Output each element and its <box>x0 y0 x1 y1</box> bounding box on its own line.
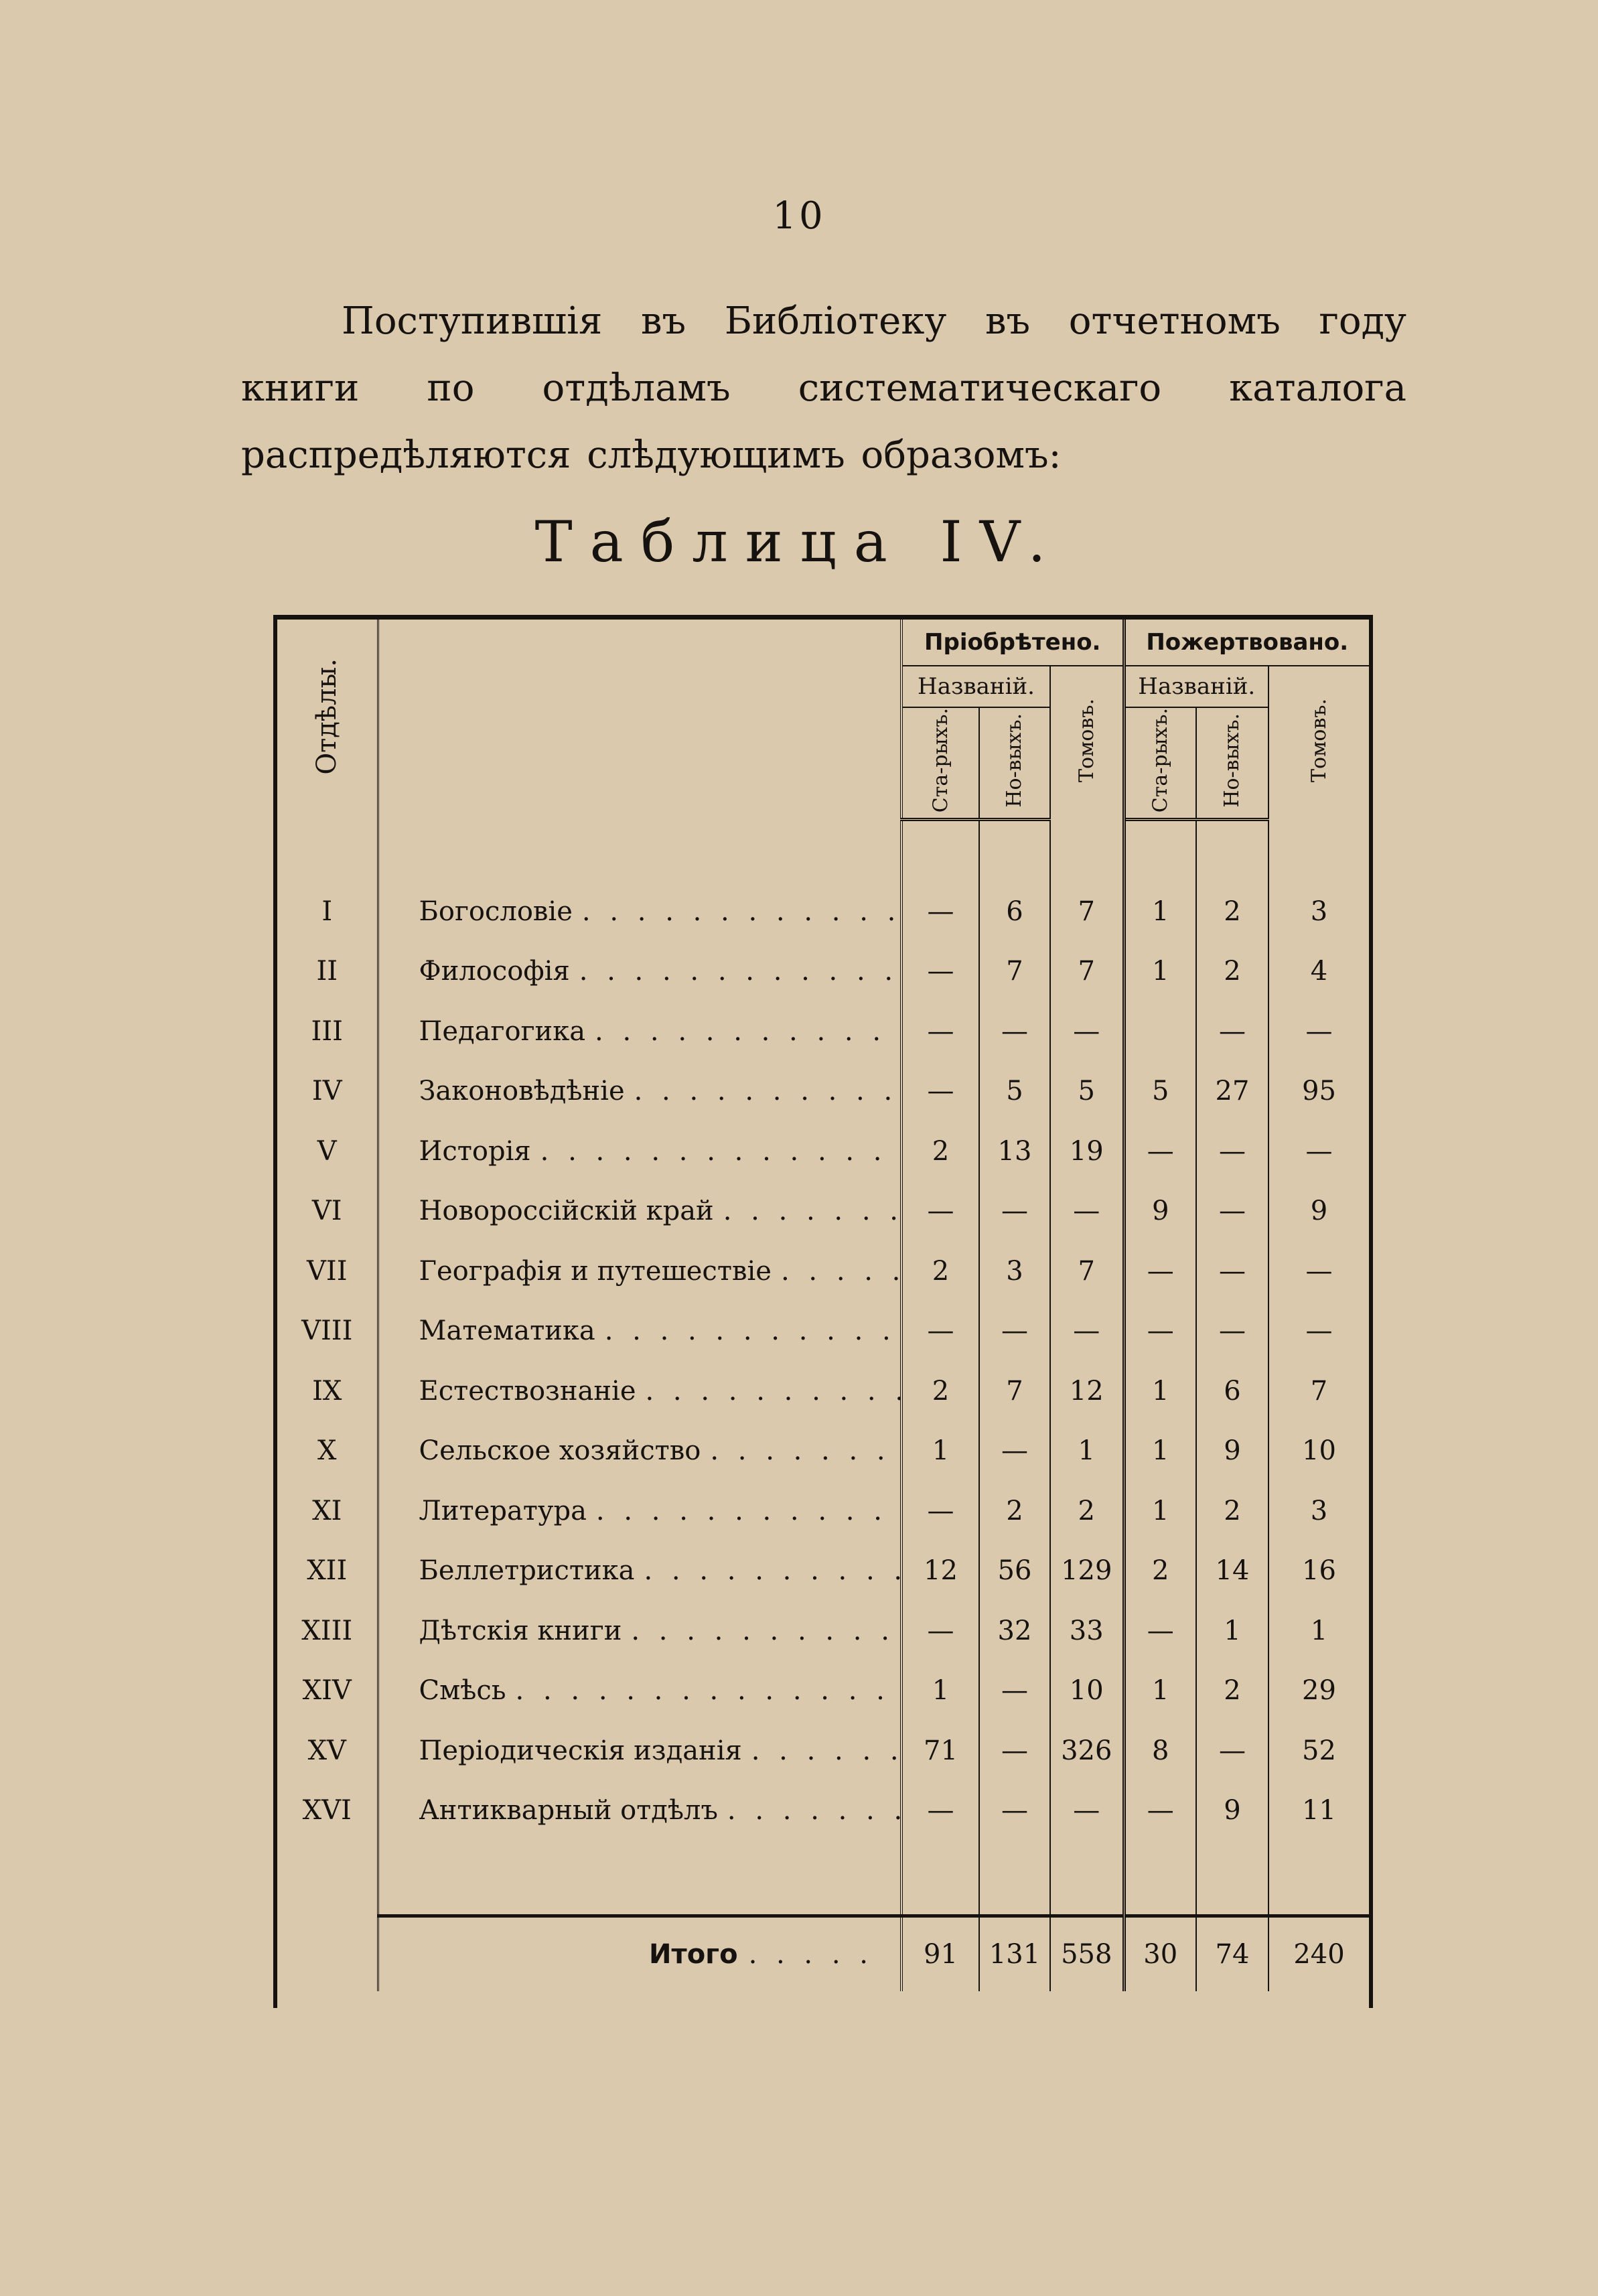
cell-d-old: 1 <box>1152 895 1169 927</box>
cell-d-new: — <box>1196 1001 1268 1062</box>
cell-d-vol: 9 <box>1268 1181 1369 1242</box>
dept-name-text: Новороссійскій край <box>419 1196 714 1227</box>
cell-d-new: — <box>1196 1181 1268 1242</box>
cell-a-vol: — <box>1050 1181 1124 1242</box>
total-a-old: 91 <box>901 1916 979 1992</box>
cell-d-new: — <box>1196 1121 1268 1181</box>
cell-d-vol: 11 <box>1268 1781 1369 1841</box>
cell-a-new: — <box>979 1721 1050 1781</box>
cell-d-new: — <box>1196 1721 1268 1781</box>
cell-a-vol: 7 <box>1050 1241 1124 1301</box>
cell-d-old: 5 <box>1152 1076 1169 1107</box>
total-row <box>277 1916 1369 1992</box>
cell-d-new: 9 <box>1196 1421 1268 1482</box>
table-spacer-row <box>277 820 1369 882</box>
cell-d-new: 9 <box>1196 1781 1268 1841</box>
dept-number: VII <box>277 1241 378 1301</box>
cell-a-old: — <box>927 895 954 927</box>
cell-a-vol: 10 <box>1050 1661 1124 1721</box>
cell-d-old: — <box>1147 1315 1174 1347</box>
cell-d-new: — <box>1196 1241 1268 1301</box>
dept-name <box>378 1661 901 1721</box>
statistics-table <box>277 620 1369 1991</box>
cell-a-old: 12 <box>924 1555 958 1587</box>
cell-a-old: — <box>927 1076 954 1107</box>
cell-a-new: 7 <box>979 942 1050 1002</box>
cell-d-new: 1 <box>1196 1601 1268 1661</box>
cell-a-old: — <box>927 1196 954 1227</box>
table-row <box>277 1001 1369 1062</box>
dept-number: V <box>277 1121 378 1181</box>
cell-a-new: 2 <box>979 1481 1050 1541</box>
cell-d-old: 1 <box>1152 1435 1169 1467</box>
dept-name <box>378 1481 901 1541</box>
dept-name-text: Беллетристика <box>419 1555 635 1587</box>
cell-a-new: — <box>979 1661 1050 1721</box>
cell-d-new: 2 <box>1196 881 1268 942</box>
cell-a-new: 6 <box>979 881 1050 942</box>
cell-d-new: 2 <box>1196 1481 1268 1541</box>
table-row <box>277 1541 1369 1601</box>
cell-d-vol: — <box>1268 1241 1369 1301</box>
header-acquired-volumes: Томовъ. <box>1050 666 1124 820</box>
total-d-vol: 240 <box>1268 1916 1369 1992</box>
cell-d-new: 2 <box>1196 1661 1268 1721</box>
table-row <box>277 1481 1369 1541</box>
header-dept: Отдѣлы. <box>277 620 378 820</box>
cell-a-new: — <box>979 1181 1050 1242</box>
cell-a-vol: 7 <box>1050 942 1124 1002</box>
table-row <box>277 942 1369 1002</box>
table-row <box>277 1181 1369 1242</box>
table-row <box>277 1241 1369 1301</box>
cell-d-vol: 52 <box>1268 1721 1369 1781</box>
dept-name <box>378 1541 901 1601</box>
cell-d-old: — <box>1147 1795 1174 1826</box>
header-donated-new: Но-выхъ. <box>1196 707 1268 820</box>
header-donated-old: Ста-рыхъ. <box>1124 707 1196 820</box>
cell-a-new: 3 <box>979 1241 1050 1301</box>
dept-number: XIV <box>277 1661 378 1721</box>
dept-name <box>378 1241 901 1301</box>
dept-name-text: Философія <box>419 956 570 987</box>
header-donated-titles: Названій. <box>1124 666 1268 707</box>
cell-a-old: 1 <box>932 1675 950 1707</box>
cell-a-new: 56 <box>979 1541 1050 1601</box>
dept-name <box>378 881 901 942</box>
header-acquired-old: Ста-рыхъ. <box>901 707 979 820</box>
table-row <box>277 1301 1369 1362</box>
total-a-new: 131 <box>979 1916 1050 1992</box>
table-row <box>277 1721 1369 1781</box>
cell-d-old: 9 <box>1152 1196 1169 1227</box>
cell-d-vol: — <box>1268 1001 1369 1062</box>
cell-d-old: 1 <box>1152 1375 1169 1407</box>
cell-a-old: 1 <box>932 1435 950 1467</box>
cell-a-vol: 19 <box>1050 1121 1124 1181</box>
dept-name-text: Педагогика <box>419 1015 586 1047</box>
cell-d-old: 2 <box>1152 1555 1169 1587</box>
cell-a-vol: — <box>1050 1301 1124 1362</box>
dept-name <box>378 1781 901 1841</box>
table-title: Таблица IV. <box>534 509 1064 575</box>
dept-name-text: Литература <box>419 1495 587 1526</box>
cell-a-new: — <box>979 1001 1050 1062</box>
dept-name <box>378 942 901 1002</box>
total-d-new: 74 <box>1196 1916 1268 1992</box>
cell-a-vol: 5 <box>1050 1062 1124 1122</box>
cell-a-old: — <box>927 956 954 987</box>
cell-a-old: — <box>927 1495 954 1526</box>
dept-name-text: Законовѣдѣніе <box>419 1076 625 1107</box>
cell-a-vol: — <box>1050 1781 1124 1841</box>
dept-number: XI <box>277 1481 378 1541</box>
cell-d-new: 14 <box>1196 1541 1268 1601</box>
cell-a-old: — <box>927 1795 954 1826</box>
table-row <box>277 1361 1369 1421</box>
dept-name <box>378 1601 901 1661</box>
cell-d-vol: 95 <box>1268 1062 1369 1122</box>
dept-name <box>378 1721 901 1781</box>
cell-d-old <box>1124 1001 1196 1062</box>
dept-name-text: Дѣтскія книги <box>419 1615 622 1646</box>
dept-name-text: Сельское хозяйство <box>419 1435 701 1467</box>
table-row <box>277 1781 1369 1841</box>
dept-number: IX <box>277 1361 378 1421</box>
cell-a-vol: 1 <box>1050 1421 1124 1482</box>
dept-name-text: Періодическія изданія <box>419 1735 742 1766</box>
cell-d-old: 8 <box>1152 1735 1169 1766</box>
cell-a-old: 2 <box>932 1255 950 1287</box>
cell-d-old: — <box>1147 1255 1174 1287</box>
dept-name <box>378 1301 901 1362</box>
cell-a-new: 13 <box>979 1121 1050 1181</box>
cell-a-vol: 326 <box>1050 1721 1124 1781</box>
header-acquired-new: Но-выхъ. <box>979 707 1050 820</box>
dept-name <box>378 1062 901 1122</box>
total-label-text: Итого <box>649 1939 738 1970</box>
table-row <box>277 1661 1369 1721</box>
cell-a-old: — <box>927 1015 954 1047</box>
dept-name-text: Смѣсь <box>419 1675 506 1707</box>
cell-d-old: — <box>1147 1135 1174 1167</box>
cell-a-old: 2 <box>932 1375 950 1407</box>
cell-d-old: 1 <box>1152 956 1169 987</box>
cell-d-vol: — <box>1268 1301 1369 1362</box>
dept-name-text: Антикварный отдѣлъ <box>419 1795 718 1826</box>
cell-a-vol: 33 <box>1050 1601 1124 1661</box>
table-row <box>277 1421 1369 1482</box>
dept-number: VIII <box>277 1301 378 1362</box>
table-row <box>277 881 1369 942</box>
dept-number: III <box>277 1001 378 1062</box>
dept-name-text: Богословіе <box>419 895 573 927</box>
cell-d-vol: 29 <box>1268 1661 1369 1721</box>
cell-a-new: — <box>979 1301 1050 1362</box>
dept-name-text: Исторія <box>419 1135 531 1167</box>
cell-a-vol: 2 <box>1050 1481 1124 1541</box>
dept-name-text: Географія и путешествіе <box>419 1255 772 1287</box>
cell-d-new: 27 <box>1196 1062 1268 1122</box>
total-blank <box>277 1916 378 1992</box>
dept-name <box>378 1361 901 1421</box>
cell-a-new: 5 <box>979 1062 1050 1122</box>
cell-a-new: — <box>979 1421 1050 1482</box>
total-label <box>378 1916 901 1992</box>
table-gap-row <box>277 1841 1369 1916</box>
header-donated: Пожертвовано. <box>1124 620 1369 666</box>
statistics-table-frame <box>273 615 1373 2008</box>
header-name-blank <box>378 620 901 820</box>
table-row <box>277 1121 1369 1181</box>
header-donated-volumes: Томовъ. <box>1268 666 1369 820</box>
page-number: 10 <box>772 194 826 238</box>
dept-name <box>378 1421 901 1482</box>
cell-a-vol: 129 <box>1050 1541 1124 1601</box>
dept-number: X <box>277 1421 378 1482</box>
dept-number: I <box>277 881 378 942</box>
dept-number: II <box>277 942 378 1002</box>
total-a-vol: 558 <box>1050 1916 1124 1992</box>
cell-a-old: — <box>927 1315 954 1347</box>
dept-name <box>378 1001 901 1062</box>
cell-a-old: 71 <box>924 1735 958 1766</box>
cell-a-new: — <box>979 1781 1050 1841</box>
cell-d-vol: 3 <box>1268 881 1369 942</box>
cell-a-vol: 12 <box>1050 1361 1124 1421</box>
dept-number: XIII <box>277 1601 378 1661</box>
cell-d-new: 2 <box>1196 942 1268 1002</box>
cell-d-old: 1 <box>1152 1495 1169 1526</box>
cell-d-vol: 1 <box>1268 1601 1369 1661</box>
cell-d-new: — <box>1196 1301 1268 1362</box>
leader-dots: . . . . . <box>748 1939 873 1970</box>
cell-d-new: 6 <box>1196 1361 1268 1421</box>
cell-d-old: 1 <box>1152 1675 1169 1707</box>
cell-a-new: 7 <box>979 1361 1050 1421</box>
dept-number: XVI <box>277 1781 378 1841</box>
header-acquired: Пріобрѣтено. <box>901 620 1124 666</box>
cell-d-vol: 16 <box>1268 1541 1369 1601</box>
cell-a-vol: 7 <box>1050 881 1124 942</box>
dept-number: XV <box>277 1721 378 1781</box>
dept-number: VI <box>277 1181 378 1242</box>
cell-a-new: 32 <box>979 1601 1050 1661</box>
cell-d-vol: — <box>1268 1121 1369 1181</box>
dept-name <box>378 1121 901 1181</box>
cell-d-vol: 10 <box>1268 1421 1369 1482</box>
cell-a-old: 2 <box>932 1135 950 1167</box>
dept-name <box>378 1181 901 1242</box>
header-acquired-titles: Названій. <box>901 666 1050 707</box>
cell-d-old: — <box>1147 1615 1174 1646</box>
dept-name-text: Математика <box>419 1315 595 1347</box>
cell-a-old: — <box>927 1615 954 1646</box>
cell-d-vol: 4 <box>1268 942 1369 1002</box>
table-row <box>277 1601 1369 1661</box>
cell-d-vol: 7 <box>1268 1361 1369 1421</box>
cell-a-vol: — <box>1050 1001 1124 1062</box>
cell-d-vol: 3 <box>1268 1481 1369 1541</box>
total-d-old: 30 <box>1124 1916 1196 1992</box>
dept-number: IV <box>277 1062 378 1122</box>
table-row <box>277 1062 1369 1122</box>
intro-paragraph: Поступившія въ Библіотеку въ отчетномъ году книги по отдѣламъ систематическаго каталога распредѣляются слѣдующимъ образомъ: <box>241 299 1406 477</box>
dept-number: XII <box>277 1541 378 1601</box>
dept-name-text: Естествознаніе <box>419 1375 636 1407</box>
